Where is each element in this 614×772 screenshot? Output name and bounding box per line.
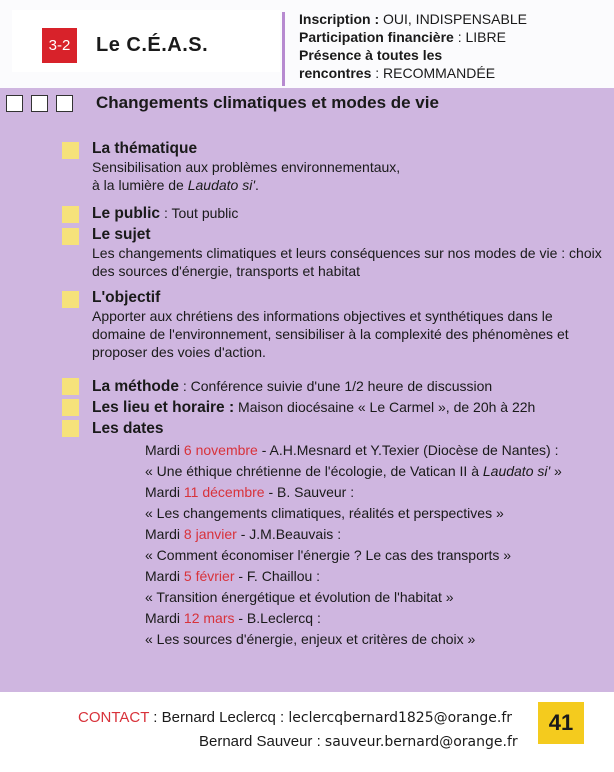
header-divider [282, 12, 285, 86]
dates-block [92, 419, 602, 438]
lieu-label: Les lieu et horaire : [92, 399, 235, 416]
bullet-square-icon [62, 399, 79, 416]
presence-value: : RECOMMANDÉE [375, 65, 496, 81]
contact-2-email-link[interactable]: sauveur.bernard@orange.fr [324, 734, 518, 750]
objectif-label: L'objectif [92, 289, 161, 306]
contact-label: CONTACT [78, 709, 150, 726]
bullet-square-icon [62, 142, 79, 159]
org-name: Le C.É.A.S. [96, 34, 209, 56]
date-item: Mardi 8 janvier - J.M.Beauvais : « Comment économiser l'énergie ? Le cas des transports » [145, 526, 512, 563]
lieu-block [92, 398, 602, 417]
methode-block [92, 377, 602, 396]
bullet-square-icon [62, 378, 79, 395]
bullet-square-icon [62, 206, 79, 223]
page-number: 41 [538, 702, 584, 744]
contact-block [78, 706, 528, 754]
section-badge: 3-2 [42, 28, 77, 63]
date-item: Mardi 11 décembre - B. Sauveur : « Les changements climatiques, réalités et perspectives » [145, 484, 504, 521]
presence-line-2 [299, 64, 599, 82]
public-block [92, 204, 602, 223]
thematique-label: La thématique [92, 140, 198, 157]
contact-line-2 [78, 730, 528, 754]
date-item: Mardi 5 février - F. Chaillou : « Transition énergétique et évolution de l'habitat » [145, 568, 454, 605]
date-item: Mardi 6 novembre - A.H.Mesnard et Y.Texier (Diocèse de Nantes) : « Une éthique chrétienne de l'écologie, de Vatican II à Laudato si' » [145, 442, 562, 479]
objectif-text: Apporter aux chrétiens des informations objectives et synthétiques dans le domaine de l'environnement, sensibiliser à la complexité des phénomènes et proposer des voies d'action. [92, 308, 569, 360]
sujet-label: Le sujet [92, 226, 151, 243]
methode-label: La méthode [92, 378, 179, 395]
inscription-label: Inscription : [299, 11, 380, 27]
participation-label: Participation financière [299, 29, 454, 45]
presence-label-2: rencontres [299, 65, 372, 81]
contact-1-email-link[interactable]: leclercqbernard1825@orange.fr [288, 710, 513, 726]
registration-info [299, 10, 599, 82]
checkbox-2[interactable] [31, 95, 48, 112]
dates-label: Les dates [92, 420, 164, 437]
methode-value: : Conférence suivie d'une 1/2 heure de discussion [182, 378, 493, 394]
public-label: Le public [92, 205, 161, 222]
checkbox-1[interactable] [6, 95, 23, 112]
contact-1-name: : Bernard Leclercq : [153, 709, 285, 726]
dates-list [145, 440, 605, 650]
thematique-text-2: à la lumière de Laudato si'. [92, 177, 259, 193]
public-value: : Tout public [163, 205, 239, 221]
participation-line [299, 28, 599, 46]
lieu-value: Maison diocésaine « Le Carmel », de 20h à 22h [238, 399, 536, 415]
inscription-value: OUI, INDISPENSABLE [383, 11, 527, 27]
objectif-block [92, 289, 602, 361]
date-item: Mardi 12 mars - B.Leclercq : « Les sources d'énergie, enjeux et critères de choix » [145, 610, 476, 647]
bullet-square-icon [62, 228, 79, 245]
sujet-block [92, 226, 602, 280]
inscription-line [299, 10, 599, 28]
participation-value: : LIBRE [457, 29, 506, 45]
thematique-block [92, 140, 602, 194]
checkbox-group [6, 95, 73, 112]
presence-label-1: Présence à toutes les [299, 47, 443, 63]
thematique-text-1: Sensibilisation aux problèmes environnementaux, [92, 159, 401, 175]
bullet-square-icon [62, 420, 79, 437]
checkbox-3[interactable] [56, 95, 73, 112]
sujet-text: Les changements climatiques et leurs conséquences sur nos modes de vie : choix des sources d'énergie, transports et habitat [92, 245, 602, 279]
bullet-square-icon [62, 291, 79, 308]
contact-line-1 [78, 706, 528, 730]
presence-line-1 [299, 46, 599, 64]
content-panel [0, 88, 614, 692]
contact-2-name: Bernard Sauveur : [199, 733, 321, 750]
course-title: Changements climatiques et modes de vie [96, 93, 439, 112]
